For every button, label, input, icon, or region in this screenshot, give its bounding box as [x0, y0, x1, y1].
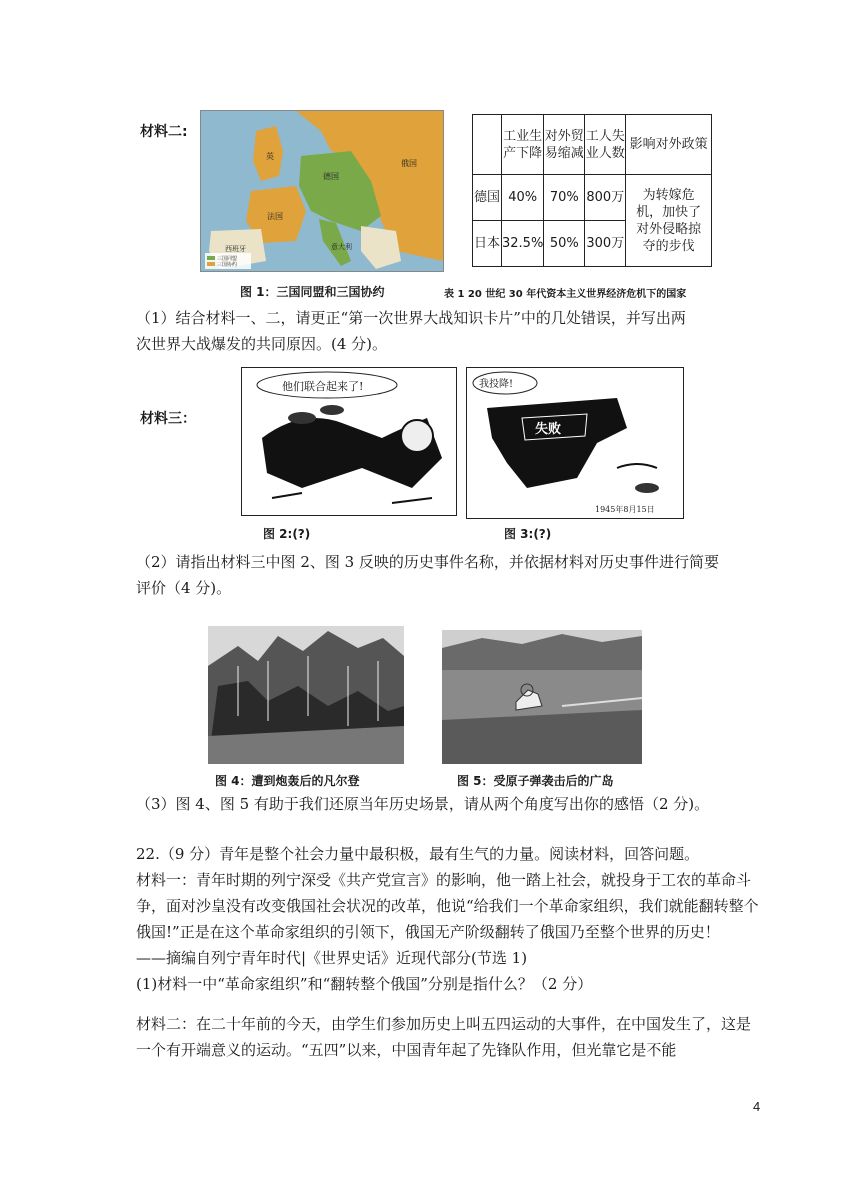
fig4-caption: 图 4：遭到炮轰后的凡尔登 [215, 774, 360, 788]
legend-triple-entente: 三国协约 [217, 262, 238, 268]
table-cell-industry: 32.5% [502, 221, 544, 267]
fig5-graphic [442, 630, 642, 764]
table-header-industry: 工业生产下降 [502, 115, 544, 175]
crisis-table-wrapper [472, 114, 712, 267]
fig3-graphic [467, 368, 683, 518]
table-header-policy: 影响对外政策 [626, 115, 712, 175]
map-label-russia: 俄国 [401, 159, 417, 168]
fig2-caption: 图 2:(?) [263, 527, 311, 541]
table-cell-trade: 50% [544, 221, 585, 267]
fig3-date-text: 1945年8月15日 [595, 505, 655, 514]
q22-intro: 22.（9 分）青年是整个社会力量中最积极，最有生气的力量。阅读材料，回答问题。 [136, 845, 700, 863]
map-graphic [201, 111, 443, 271]
q2-line1: （2）请指出材料三中图 2、图 3 反映的历史事件名称，并依据材料对历史事件进行简要 [136, 553, 719, 571]
fig4-graphic [208, 626, 404, 764]
europe-alliance-map [200, 110, 444, 272]
crisis-table [472, 114, 712, 267]
table-header-trade: 对外贸易缩减 [544, 115, 585, 175]
material2-label: 材料二: [140, 124, 188, 140]
map-label-france: 法国 [267, 212, 283, 221]
table-row [473, 175, 712, 221]
page-number: 4 [753, 1099, 761, 1114]
fig3-sign-text: 失败 [535, 422, 562, 437]
fig2-cartoon [241, 367, 457, 516]
fig1-caption: 图 1：三国同盟和三国协约 [240, 285, 385, 299]
material3-label: 材料三： [140, 411, 196, 427]
table-cell-policy: 为转嫁危机，加快了对外侵略掠夺的步伐 [626, 175, 712, 267]
fig5-hiroshima-photo [442, 630, 642, 764]
fig4-verdun-photo [208, 626, 404, 764]
table1-caption: 表 1 20 世纪 30 年代资本主义世界经济危机下的国家 [444, 289, 687, 300]
legend-triple-alliance: 三国同盟 [217, 256, 238, 262]
q2-line2: 评价（4 分)。 [136, 579, 232, 597]
map-label-italy: 意大利 [331, 243, 352, 251]
table-header-unemployed: 工人失业人数 [585, 115, 626, 175]
table-cell-country: 德国 [473, 175, 502, 221]
q1-line2: 次世界大战爆发的共同原因。(4 分)。 [136, 335, 388, 353]
q3-text: （3）图 4、图 5 有助于我们还原当年历史场景，请从两个角度写出你的感悟（2 分)。 [136, 795, 710, 813]
q22-material2: 材料二：在二十年前的今天，由学生们参加历史上叫五四运动的大事件，在中国发生了，这是一个有开端意义的运动。“五四”以来，中国青年起了先锋队作用，但光靠它是不能 [136, 1015, 752, 1059]
map-label-germany: 德国 [323, 172, 339, 181]
fig2-graphic [242, 368, 456, 515]
table-cell-unemployed: 300万 [585, 221, 626, 267]
map-label-britain: 英 [266, 152, 274, 161]
table-cell-industry: 40% [502, 175, 544, 221]
q22-material1: 材料一：青年时期的列宁深受《共产党宣言》的影响，他一踏上社会，就投身于工农的革命斗争，面对沙皇没有改变俄国社会状况的改革，他说“给我们一个革命家组织，我们就能翻转整个俄国!”正是在这个革命家组织的引领下，俄国无产阶级翻转了俄国乃至整个世界的历史！ ——摘编自列宁青年时代|《世界史话》近现代部分(节选 1) [136, 871, 759, 967]
table-cell-country: 日本 [473, 221, 502, 267]
fig2-bubble-text: 他们联合起来了! [282, 380, 364, 393]
q1-line1: （1）结合材料一、二，请更正“第一次世界大战知识卡片”中的几处错误，并写出两 [136, 309, 686, 327]
table-cell-trade: 70% [544, 175, 585, 221]
table-header-blank [473, 115, 502, 175]
map-label-spain: 西班牙 [225, 245, 246, 253]
q22-sub1: (1)材料一中“革命家组织”和“翻转整个俄国”分别是指什么？（2 分） [136, 975, 593, 993]
fig3-caption: 图 3:(?) [504, 527, 552, 541]
fig5-caption: 图 5：受原子弹袭击后的广岛 [457, 774, 614, 788]
fig3-bubble-text: 我投降! [479, 379, 514, 390]
fig3-cartoon [466, 367, 684, 519]
table-cell-unemployed: 800万 [585, 175, 626, 221]
